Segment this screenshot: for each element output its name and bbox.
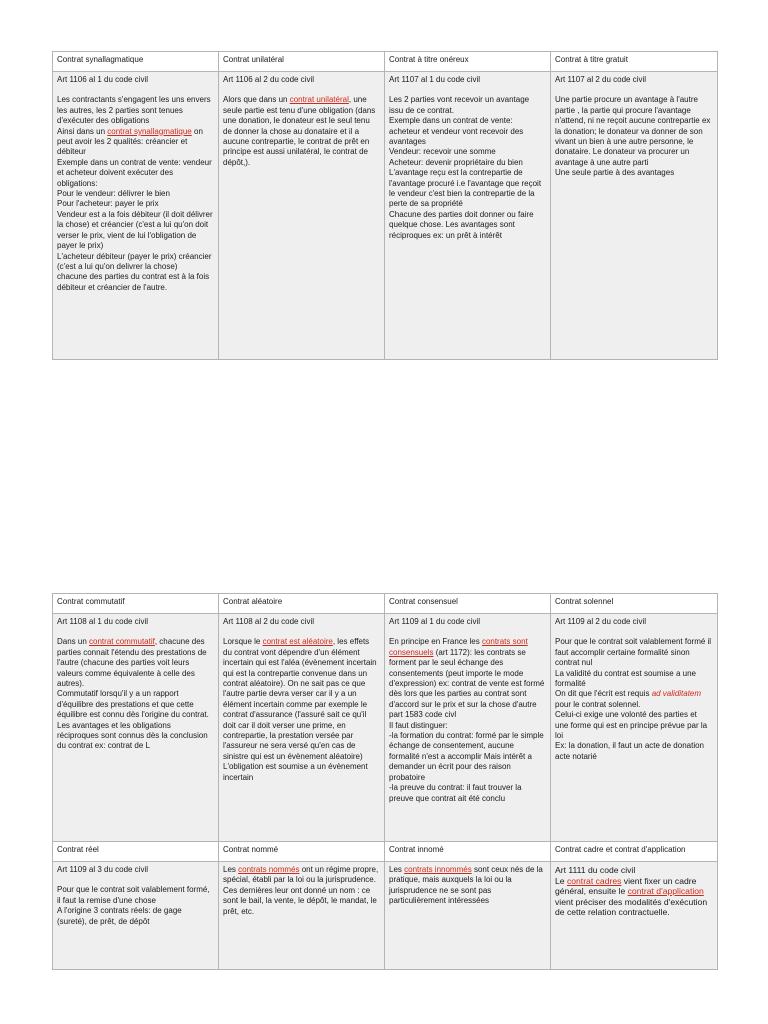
paragraph: chacune des parties du contrat est à la fois débiteur et créancier de l'autre. xyxy=(57,272,210,292)
text-run: Dans un xyxy=(57,637,90,647)
text-run: En principe en France les xyxy=(389,637,482,647)
article-ref: Art 1107 al 2 du code civil xyxy=(555,75,647,84)
header-contrat-titre-gratuit: Contrat à titre gratuit xyxy=(551,52,718,72)
text-run: sont ceux nés de la pratique, mais auxquels la loi ou la jurisprudence ne se sont pas particulièrement intéressées xyxy=(389,865,543,906)
cell-innome xyxy=(385,862,551,970)
header-contrat-cadre: Contrat cadre et contrat d'application xyxy=(551,842,718,862)
article-ref: Art 1109 al 1 du code civil xyxy=(389,617,481,626)
paragraph: Chacune des parties doit donner ou faire quelque chose. Les avantages sont réciproques ex: un prêt à intérêt xyxy=(389,209,534,240)
text-run: , les effets du contrat vont dépendre d'un élément incertain qui est l'aléa (évènement incertain qui est la contrepartie convenue dans un contrat aléatoire). On ne sait pas ce que l'autre partie devra verser car il y a un élément incertain comme par exemple le contrat d'assurance (l'assuré sait ce qu'il doit car il doit verser une prime, en contrepartie, la prestation versée par l'assureur ne sera versé qu'en cas de sinistre qui est un évènement aléatoire) xyxy=(223,637,377,761)
header-contrat-consensuel: Contrat consensuel xyxy=(385,594,551,614)
link-contrats-consensuels[interactable]: contrats sont consensuels xyxy=(389,637,528,657)
article-ref: Art 1109 al 3 du code civil xyxy=(57,865,149,874)
text-run: , une seule partie est tenu d'une obligation (dans une donation, le donateur est le seul tenu de donner la chose au donataire et il a aucune contrepartie, le contrat de prêt en principe est aussi unilatéral, le contrat de dépôt,). xyxy=(223,95,376,167)
text-run: Les xyxy=(223,865,239,874)
article-ref: Art 1109 al 2 du code civil xyxy=(555,617,647,626)
header-contrat-unilateral: Contrat unilatéral xyxy=(219,52,385,72)
text-run: vient préciser des modalités d'exécution de cette relation contractuelle. xyxy=(555,896,708,918)
cell-titre-gratuit xyxy=(551,72,718,360)
text-run: Ainsi dans un xyxy=(57,126,108,136)
article-ref: Art 1111 du code civil xyxy=(555,865,636,875)
text-run: , chacune des parties connait l'étendu des prestations de l'autre (chacune des parties voit leurs valeurs comme équivalente à celle des autres). xyxy=(57,637,207,689)
text-run: On dit que l'écrit est requis xyxy=(555,689,652,699)
link-contrat-aleatoire[interactable]: contrat est aléatoire xyxy=(262,637,333,647)
header-contrat-commutatif: Contrat commutatif xyxy=(53,594,219,614)
paragraph: Il faut distinguer: xyxy=(389,720,448,730)
text-run: ont un régime propre, spécial, établi par la loi ou la jurisprudence. Ces dernières leur ont donné un nom : ce sont le bail, la vente, le dépôt, le mandat, le prêt, etc. xyxy=(223,865,379,916)
link-contrats-nommes[interactable]: contrats nommés xyxy=(238,865,300,874)
link-ad-validitatem[interactable]: ad validitatem xyxy=(651,689,702,699)
link-contrat-unilateral[interactable]: contrat unilatéral xyxy=(289,95,349,105)
paragraph: L'avantage reçu est la contrepartie de l'avantage procuré i.e l'avantage que reçoit le vendeur c'est bien la contrepartie de la perte de sa propriété xyxy=(389,168,542,209)
paragraph: L'obligation est soumise a un évènement incertain xyxy=(223,762,368,782)
link-contrats-innommes[interactable]: contrats innommés xyxy=(404,865,472,874)
cell-titre-onereux xyxy=(385,72,551,360)
paragraph xyxy=(223,637,379,762)
cell-cadre xyxy=(551,862,718,970)
header-contrat-nomme: Contrat nommé xyxy=(219,842,385,862)
cell-solennel xyxy=(551,614,718,842)
paragraph: Vendeur est a la fois débiteur (il doit délivrer la chose) et créancier (c'est a lui qu'on doit verser le prix, vient de lui l'obligation de payer le prix) xyxy=(57,209,213,251)
link-contrat-cadres[interactable]: contrat cadres xyxy=(566,875,622,886)
paragraph: Commutatif lorsqu'il y a un rapport d'équilibre des prestations et que cette équilibre est connu dès l'origine du contrat. xyxy=(57,689,209,720)
paragraph xyxy=(223,95,379,168)
paragraph xyxy=(555,876,712,918)
article-ref: Art 1106 al 2 du code civil xyxy=(223,75,315,84)
paragraph: Pour le vendeur: délivrer le bien xyxy=(57,189,170,199)
paragraph: Exemple dans un contrat de vente: vendeur et acheteur doivent exécuter des obligations: xyxy=(57,157,212,188)
table-2-body-row-2 xyxy=(53,862,718,970)
header-contrat-aleatoire: Contrat aléatoire xyxy=(219,594,385,614)
cell-aleatoire xyxy=(219,614,385,842)
text-run: pour le contrat solennel. xyxy=(555,699,641,709)
table-2-header-row-2 xyxy=(53,842,718,862)
article-ref: Art 1108 al 2 du code civil xyxy=(223,617,315,626)
table-1-body-row xyxy=(53,72,718,360)
text-run: Lorsque le xyxy=(223,637,263,647)
header-contrat-synallagmatique: Contrat synallagmatique xyxy=(53,52,219,72)
paragraph: Vendeur: recevoir une somme xyxy=(389,147,496,157)
paragraph: Les 2 parties vont recevoir un avantage issu de ce contrat. xyxy=(389,95,530,115)
contract-table-1 xyxy=(52,51,718,360)
cell-synallagmatique xyxy=(53,72,219,360)
paragraph: Celui-ci exige une volonté des parties et une forme qui est en principe prévue par la loi xyxy=(555,710,708,741)
paragraph xyxy=(389,637,545,720)
cell-nomme xyxy=(219,862,385,970)
header-contrat-innome: Contrat innomé xyxy=(385,842,551,862)
text-run: on peut avoir les 2 qualités: créancier et débiteur xyxy=(57,126,203,157)
paragraph: A l'origine 3 contrats réels: de gage (sureté), de prêt, de dépôt xyxy=(57,906,182,926)
paragraph: Une partie procure un avantage à l'autre partie , la partie qui procure l'avantage n'attend, ni ne reçoit aucune contrepartie ex la donation; le donateur va donner de son vivant un bien à une autre personne, le donataire. Le donateur va procurer un avantage à une autre parti xyxy=(555,95,711,167)
paragraph xyxy=(57,637,213,689)
paragraph: Pour l'acheteur: payer le prix xyxy=(57,199,159,209)
cell-consensuel xyxy=(385,614,551,842)
text-run: Les xyxy=(389,865,405,874)
header-contrat-reel: Contrat réel xyxy=(53,842,219,862)
paragraph: -la formation du contrat: formé par le simple échange de consentement, aucune formalité n'est a accomplir Mais intérêt a demander un écrit pour des raison probatoire xyxy=(389,731,544,782)
paragraph: Les avantages et les obligations réciproques sont connus dès la conclusion du contrat ex: contrat de L xyxy=(57,720,208,751)
paragraph xyxy=(223,865,379,917)
paragraph xyxy=(555,689,712,710)
header-contrat-titre-onereux: Contrat à titre onéreux xyxy=(385,52,551,72)
cell-commutatif xyxy=(53,614,219,842)
cell-reel xyxy=(53,862,219,970)
paragraph: Les contractants s'engagent les uns envers les autres, les 2 parties sont tenues d'exécuter des obligations xyxy=(57,95,211,126)
paragraph: Pour que le contrat soit valablement formé il faut accomplir certaine formalité sinon contrat nul xyxy=(555,637,712,668)
article-ref: Art 1106 al 1 du code civil xyxy=(57,75,149,84)
paragraph: La validité du contrat est soumise a une formalité xyxy=(555,668,696,689)
link-contrat-application[interactable]: contrat d'application xyxy=(627,886,704,897)
paragraph: Exemple dans un contrat de vente: acheteur et vendeur vont recevoir des avantages xyxy=(389,116,524,147)
article-ref: Art 1108 al 1 du code civil xyxy=(57,617,149,626)
table-2-header-row xyxy=(53,594,718,614)
text-run: (art 1172): les contrats se forment par le seul échange des consentements (peut importe le mode d'expression) ex: contrat de vente est formé dès lors que les parties au contrat sont d'accord sur le prix et sur la chose d'autre part 1583 code civl xyxy=(389,647,545,720)
table-1-header-row xyxy=(53,52,718,72)
paragraph xyxy=(389,865,545,907)
text-run: Le xyxy=(555,875,567,886)
paragraph: -la preuve du contrat: il faut trouver la preuve que contrat ait été conclu xyxy=(389,783,522,803)
paragraph: Pour que le contrat soit valablement formé, il faut la remise d'une chose xyxy=(57,885,210,905)
contract-table-2 xyxy=(52,593,718,970)
article-ref: Art 1107 al 1 du code civil xyxy=(389,75,481,84)
paragraph xyxy=(57,127,213,158)
paragraph: Ex: la donation, il faut un acte de donation acte notarié xyxy=(555,741,704,761)
link-contrat-commutatif[interactable]: contrat commutatif xyxy=(89,637,155,647)
text-run: vient fixer un cadre général, ensuite le xyxy=(555,875,697,897)
paragraph: Une seule partie à des avantages xyxy=(555,168,675,178)
table-2-body-row xyxy=(53,614,718,842)
paragraph: Acheteur: devenir propriétaire du bien xyxy=(389,157,523,167)
text-run: Alors que dans un xyxy=(223,95,290,105)
paragraph: L'acheteur débiteur (payer le prix) créancier (c'est a lui qu'on delivrer la chose) xyxy=(57,251,212,271)
link-contrat-synallagmatique[interactable]: contrat synallagmatique xyxy=(107,126,192,136)
cell-unilateral xyxy=(219,72,385,360)
header-contrat-solennel: Contrat solennel xyxy=(551,594,718,614)
